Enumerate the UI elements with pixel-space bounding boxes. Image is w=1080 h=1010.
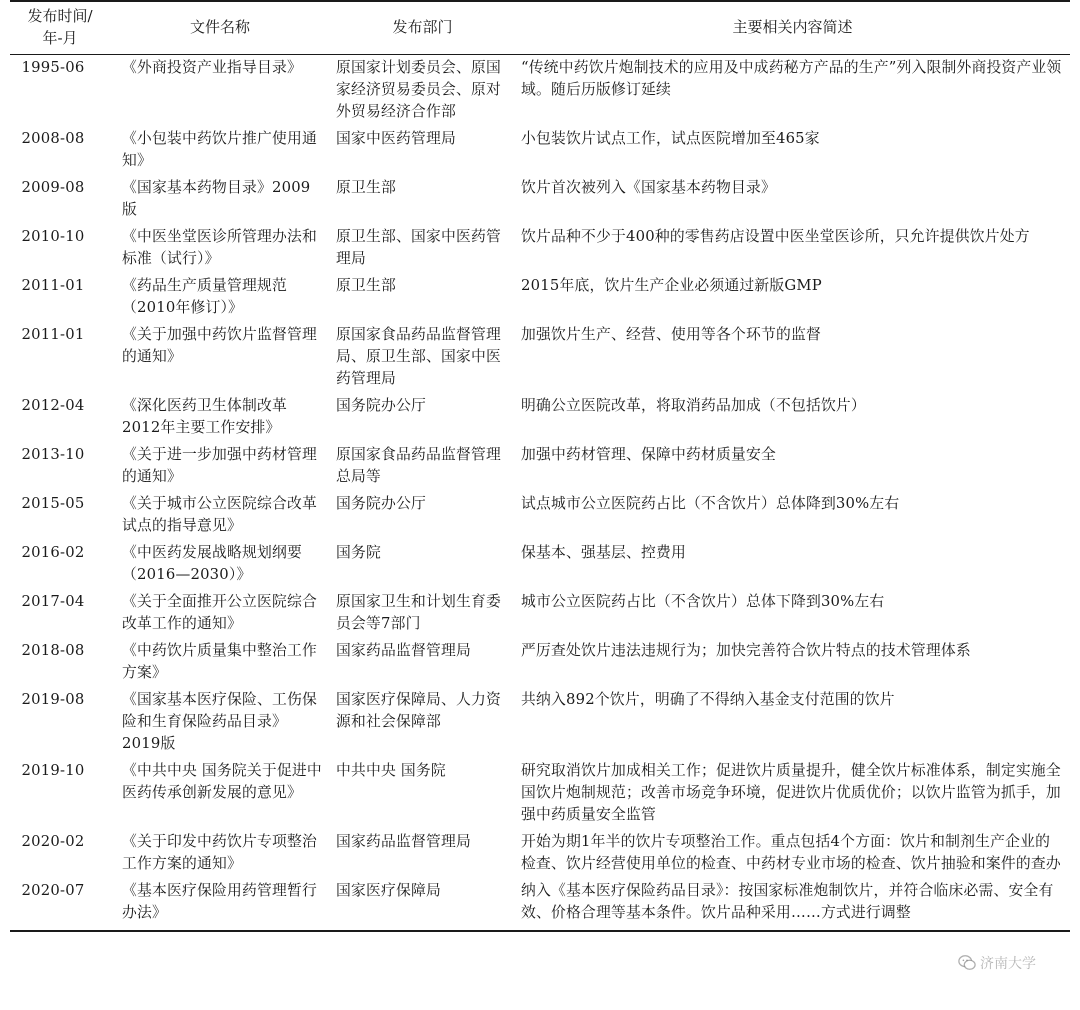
table-row [10, 878, 1070, 931]
cell-date: 2011-01 [21, 277, 85, 294]
table-row [10, 758, 1070, 829]
cell-file-name: 《深化医药卫生体制改革2012年主要工作安排》 [122, 397, 287, 436]
table-row [10, 322, 1070, 393]
table-row [10, 273, 1070, 322]
table-body [10, 55, 1070, 932]
table-row [10, 491, 1070, 540]
cell-content: 城市公立医院药占比（不含饮片）总体下降到30%左右 [521, 593, 885, 610]
table-row [10, 540, 1070, 589]
cell-file-name: 《基本医疗保险用药管理暂行办法》 [110, 878, 330, 931]
cell-department: 原卫生部 [336, 277, 396, 294]
cell-content: 小包装饮片试点工作，试点医院增加至465家 [521, 130, 820, 147]
header-row [10, 1, 1070, 55]
cell-file-name: 《国家基本医疗保险、工伤保险和生育保险药品目录》2019版 [122, 691, 317, 752]
cell-content: 饮片首次被列入《国家基本药物目录》 [521, 179, 776, 196]
cell-file-name: 《中共中央 国务院关于促进中医药传承创新发展的意见》 [122, 762, 322, 801]
table-row [10, 55, 1070, 127]
cell-date: 2020-07 [10, 878, 110, 931]
cell-file-name: 《中药饮片质量集中整治工作方案》 [122, 642, 317, 681]
cell-date: 2016-02 [21, 544, 85, 561]
cell-content: 保基本、强基层、控费用 [521, 544, 686, 561]
cell-date: 2013-10 [21, 446, 85, 463]
cell-file-name: 《外商投资产业指导目录》 [122, 59, 302, 76]
table-row [10, 829, 1070, 878]
cell-file-name: 《国家基本药物目录》2009版 [122, 179, 311, 218]
cell-file-name: 《关于印发中药饮片专项整治工作方案的通知》 [122, 833, 317, 872]
table-row [10, 687, 1070, 758]
cell-date: 2019-10 [21, 762, 85, 779]
policy-table-container [10, 0, 1070, 932]
cell-department: 原国家卫生和计划生育委员会等7部门 [336, 593, 501, 632]
table-row [10, 589, 1070, 638]
cell-date: 1995-06 [21, 59, 85, 76]
cell-file-name: 《关于加强中药饮片监督管理的通知》 [122, 326, 317, 365]
cell-content: “传统中药饮片炮制技术的应用及中成药秘方产品的生产”列入限制外商投资产业领域。随后历版修订延续 [521, 59, 1062, 98]
cell-department: 国务院办公厅 [336, 495, 426, 512]
cell-date: 2018-08 [21, 642, 85, 659]
cell-department: 原国家食品药品监督管理总局等 [336, 446, 501, 485]
table-row [10, 175, 1070, 224]
cell-content: 饮片品种不少于400种的零售药店设置中医坐堂医诊所，只允许提供饮片处方 [521, 228, 1030, 245]
table-row [10, 442, 1070, 491]
cell-date: 2009-08 [21, 179, 85, 196]
cell-content: 试点城市公立医院药占比（不含饮片）总体降到30%左右 [521, 495, 900, 512]
cell-content: 纳入《基本医疗保险药品目录》：按国家标准炮制饮片，并符合临床必需、安全有效、价格合理等基本条件。饮片品种采用……方式进行调整 [515, 878, 1070, 931]
table-row [10, 224, 1070, 273]
cell-department: 国家药品监督管理局 [336, 833, 471, 850]
cell-file-name: 《关于全面推开公立医院综合改革工作的通知》 [122, 593, 317, 632]
cell-department: 原卫生部 [336, 179, 396, 196]
cell-content: 加强饮片生产、经营、使用等各个环节的监督 [521, 326, 821, 343]
cell-content: 严厉查处饮片违法违规行为；加快完善符合饮片特点的技术管理体系 [521, 642, 971, 659]
cell-department: 国务院办公厅 [336, 397, 426, 414]
cell-date: 2011-01 [21, 326, 85, 343]
header-date: 发布时间/ 年-月 [10, 1, 110, 55]
table-row [10, 638, 1070, 687]
cell-content: 加强中药材管理、保障中药材质量安全 [521, 446, 776, 463]
watermark [958, 948, 1068, 978]
cell-file-name: 《关于进一步加强中药材管理的通知》 [122, 446, 317, 485]
cell-department: 中共中央 国务院 [336, 762, 446, 779]
cell-file-name: 《中医药发展战略规划纲要（2016—2030）》 [122, 544, 302, 583]
cell-date: 2012-04 [21, 397, 85, 414]
table-row [10, 126, 1070, 175]
cell-date: 2019-08 [21, 691, 85, 708]
cell-department: 国家中医药管理局 [336, 130, 456, 147]
cell-content: 明确公立医院改革，将取消药品加成（不包括饮片） [521, 397, 866, 414]
cell-date: 2017-04 [21, 593, 85, 610]
cell-department: 原国家食品药品监督管理局、原卫生部、国家中医药管理局 [336, 326, 501, 387]
cell-content: 共纳入892个饮片，明确了不得纳入基金支付范围的饮片 [521, 691, 895, 708]
cell-department: 国家医疗保障局 [330, 878, 515, 931]
table-row [10, 393, 1070, 442]
cell-department: 原国家计划委员会、原国家经济贸易委员会、原对外贸易经济合作部 [336, 59, 501, 120]
cell-content: 开始为期1年半的饮片专项整治工作。重点包括4个方面：饮片和制剂生产企业的检查、饮片经营使用单位的检查、中药材专业市场的检查、饮片抽验和案件的查办 [521, 833, 1061, 872]
cell-file-name: 《中医坐堂医诊所管理办法和标准（试行）》 [122, 228, 317, 267]
header-dept: 发布部门 [330, 1, 515, 55]
cell-date: 2015-05 [21, 495, 85, 512]
cell-date: 2008-08 [21, 130, 85, 147]
cell-department: 国家医疗保障局、人力资源和社会保障部 [336, 691, 501, 730]
cell-department: 国务院 [336, 544, 381, 561]
cell-date: 2020-02 [21, 833, 85, 850]
cell-file-name: 《药品生产质量管理规范（2010年修订）》 [122, 277, 287, 316]
watermark-text: 济南大学 [980, 956, 1036, 972]
wechat-icon [958, 954, 976, 972]
cell-file-name: 《关于城市公立医院综合改革试点的指导意见》 [122, 495, 317, 534]
policy-table [10, 0, 1070, 932]
cell-content: 研究取消饮片加成相关工作；促进饮片质量提升，健全饮片标准体系，制定实施全国饮片炮制规范；改善市场竞争环境，促进饮片优质优价；以饮片监管为抓手，加强中药质量安全监管 [521, 762, 1061, 823]
header-name: 文件名称 [110, 1, 330, 55]
cell-content: 2015年底，饮片生产企业必须通过新版GMP [521, 277, 822, 294]
header-content: 主要相关内容简述 [515, 1, 1070, 55]
cell-department: 原卫生部、国家中医药管理局 [336, 228, 501, 267]
cell-date: 2010-10 [21, 228, 85, 245]
table-header [10, 1, 1070, 55]
cell-file-name: 《小包装中药饮片推广使用通知》 [122, 130, 317, 169]
cell-department: 国家药品监督管理局 [336, 642, 471, 659]
